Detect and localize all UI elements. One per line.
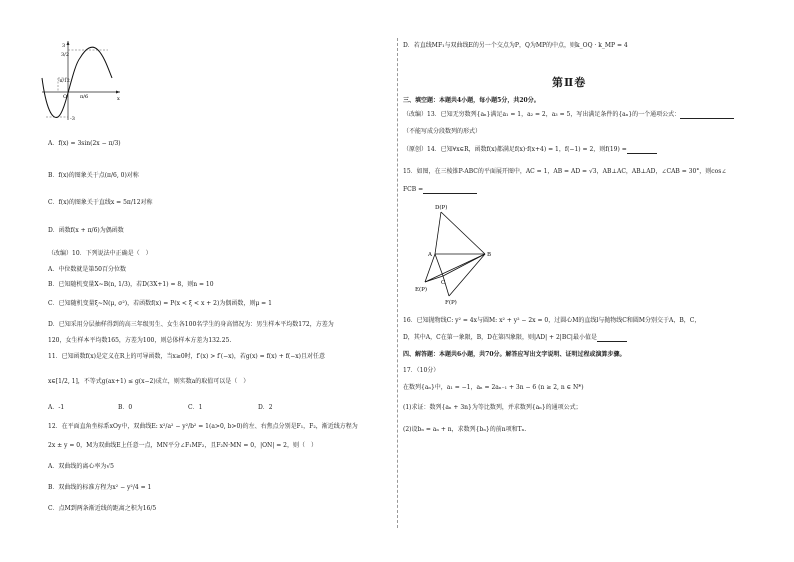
q13-line1 [403,111,734,119]
q11-option-a: A．-1 [48,404,65,411]
sine-curve [42,47,112,117]
q9-option-d: D．函数f(x + π/6)为偶函数 [48,227,124,234]
y-label-neg3: -3 [70,116,75,122]
x-tick-neg: -π/12 [58,79,70,84]
q14-answer-blank[interactable] [627,147,657,154]
y-label-3-2: 3/2 [61,52,70,58]
edge-DB [441,212,485,254]
edge-CF [443,276,449,296]
right-column [397,0,794,562]
label-C: C [441,280,446,286]
q12-option-b: B．双曲线的标准方程为x² − y²/4 = 1 [48,484,152,491]
pyramid-net-figure [413,200,513,310]
edge-FB [449,254,485,296]
section-title: 第Ⅱ卷 [552,76,587,89]
q16-line1: 16．已知抛物线C: y² = 4x与圆M: x² + y² − 2x = 0，过圆心M的直线l与抛物线C和圆M分别交于A，B，C， [403,317,701,324]
q17-part1: (1)求证：数列{aₙ + 3n}为等比数列，并求数列{aₙ}的通项公式； [403,404,582,411]
q11-option-c: C．1 [188,404,203,411]
label-A: A [428,252,432,258]
q15-line1: 15．如图，在三棱锥P-ABC的平面展开图中，AC = 1，AB = AD = √3，AB⊥AC，AB⊥AD，∠CAB = 30°，则cos∠ [403,168,727,175]
q12-line1: 12．在平面直角坐标系xOy中，双曲线E: x²/a² − y²/b² = 1(a>0, b>0)的左、右焦点分别是F₁，F₂，渐近线方程为 [48,423,358,430]
label-F: F(P) [445,300,457,306]
q16-answer-blank[interactable] [597,335,627,342]
q11-line1: 11．已知函数f(x)是定义在R上的可导函数，当x≥0时，f′(x) > f′(−x)，若g(x) = f(x) + f(−x)且对任意 [48,353,326,360]
solve-section-header: 四、解答题：本题共6小题，共70分。解答应写出文字说明、证明过程或演算步骤。 [403,351,626,358]
x-axis-arrow [116,91,120,94]
q9-option-a: A．f(x) = 3sin(2x − π/3) [48,140,121,147]
fill-section-header: 三、填空题：本题共4小题，每小题5分，共20分。 [403,97,540,104]
q14 [403,146,657,154]
x-tick-pi6: π/6 [80,94,89,100]
q10-stem: （改编）10．下列说法中正确是（ ） [48,250,152,257]
q11-line2: x∈[1/2, 1]，不等式g(ax+1) ≤ g(x−2)成立，则实数a的取值可以是（ ） [48,378,250,385]
edge-DA [435,212,441,254]
label-D: D(P) [435,205,448,211]
q12-option-d: D．若直线MF₁与双曲线E的另一个交点为P，Q为MP的中点，则k_OQ · k_MP = 4 [403,42,628,49]
q17-part2: (2)设bₙ = aₙ + n，求数列{bₙ}的前n项和Tₙ. [403,426,527,433]
q15-line2 [403,186,477,194]
label-E: E(P) [415,287,428,293]
edge-EB [425,254,485,282]
q10-option-c: C．已知随机变量ξ~N(μ, σ²)，若函数f(x) = P(x < ξ < x + 2)为偶函数，则μ = 1 [48,300,272,307]
q13-text: （改编）13．已知无穷数列{aₙ}满足a₁ = 1，a₂ = 2，a₃ = 5，写出满足条件的{aₙ}的一个通项公式： [403,111,681,118]
q17-line1: 在数列{aₙ}中，a₁ = −1，aₙ = 2aₙ₋₁ + 3n − 6 (n ≥ 2, n ∈ N*) [403,384,584,391]
q9-option-c: C．f(x)的图象关于直线x = 5π/12对称 [48,199,153,206]
q15-text: FCB = [403,186,424,193]
q11-option-b: B．0 [118,404,133,411]
q16-text: D，其中A，C在第一象限，B，D在第四象限，则|AD| + 2|BC|最小值是 [403,334,597,341]
y-label-top: 3 [62,43,66,49]
q11-option-d: D．2 [258,404,273,411]
q10-option-b: B．已知随机变量X~B(n, 1/3)，若D(3X+1) = 8，则n = 10 [48,281,214,288]
q13-answer-blank[interactable] [680,112,734,119]
q12-option-a: A．双曲线的离心率为√5 [48,463,114,470]
x-axis-label: x [117,96,120,102]
sine-graph [36,38,126,122]
origin-label: O [63,94,68,100]
q12-option-c: C．点M到两条渐近线的距离之积为16/5 [48,505,157,512]
q12-line2: 2x ± y = 0，M为双曲线E上任意一点，MN平分∠F₁MF₂，且F₂N·MN = 0，|ON| = 2，则（ ） [48,442,317,449]
q9-option-b: B．f(x)的图象关于点(π/6, 0)对称 [48,172,139,179]
q14-text: （原创）14．已知∀x∈R，函数f(x)都满足f(x)·f(x+4) = 1，f(−1) = 2，则f(19) = [403,146,627,153]
q15-answer-blank[interactable] [423,187,477,194]
q10-option-a: A．中位数就是第50百分位数 [48,266,126,273]
y-axis-arrow [67,41,70,45]
q16-line2 [403,334,627,342]
q10-option-d-cont: 120，女生样本平均数165，方差为100，则总体样本方差为132.25. [48,337,232,344]
q10-option-d: D．已知采用分层抽样得到的高三年级男生、女生各100名学生的身高情况为：男生样本平均数172，方差为 [48,321,334,328]
label-B: B [487,252,492,258]
edge-AC [435,254,443,276]
q17-stem: 17．（10分） [403,367,440,374]
q13-line2: （不能写成分段数列的形式） [403,128,482,135]
